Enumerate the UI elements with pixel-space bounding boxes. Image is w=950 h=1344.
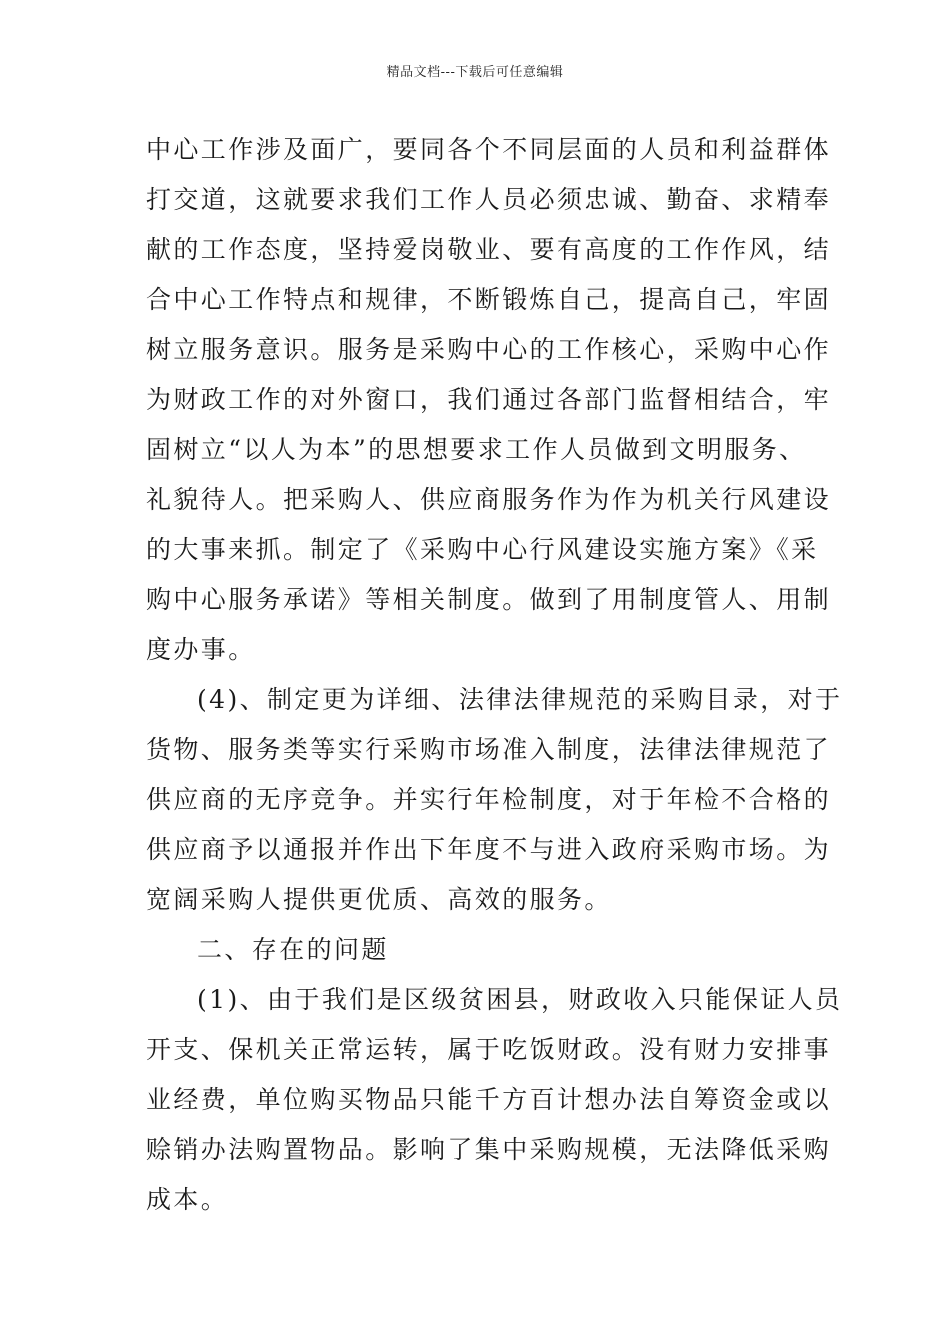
text-line: 供应商的无序竞争。并实行年检制度，对于年检不合格的 [146,785,832,814]
text-line: 开支、保机关正常运转，属于吃饭财政。没有财力安排事 [146,1035,832,1064]
text-line: 赊销办法购置物品。影响了集中采购规模，无法降低采购 [146,1135,832,1164]
text-line: 中心工作涉及面广，要同各个不同层面的人员和利益群体 [146,135,832,164]
text-line: 打交道，这就要求我们工作人员必须忠诚、勤奋、求精奉 [146,185,832,214]
text-line: 固树立“以人为本”的思想要求工作人员做到文明服务、 [146,435,807,464]
page-header: 精品文档---下载后可任意编辑 [386,65,564,80]
paragraph-start-line: (1)、由于我们是区级贫困县，财政收入只能保证人员 [197,985,843,1014]
text-line: 为财政工作的对外窗口，我们通过各部门监督相结合，牢 [146,385,832,414]
text-line: 礼貌待人。把采购人、供应商服务作为作为机关行风建设 [146,485,832,514]
text-line: 业经费，单位购买物品只能千方百计想办法自筹资金或以 [146,1085,832,1114]
text-line: 宽阔采购人提供更优质、高效的服务。 [146,885,612,914]
text-line: 购中心服务承诺》等相关制度。做到了用制度管人、用制 [146,585,832,614]
paragraph-start-line: (4)、制定更为详细、法律法律规范的采购目录，对于 [197,685,843,714]
text-line: 献的工作态度，坚持爱岗敬业、要有高度的工作作风，结 [146,235,832,264]
document-body [146,125,843,1225]
text-line: 树立服务意识。服务是采购中心的工作核心，采购中心作 [146,335,832,364]
section-heading: 二、存在的问题 [197,935,389,964]
text-line: 度办事。 [146,635,256,664]
text-line: 货物、服务类等实行采购市场准入制度，法律法律规范了 [146,735,832,764]
text-line: 的大事来抓。制定了《采购中心行风建设实施方案》《采 [146,535,819,564]
text-line: 合中心工作特点和规律，不断锻炼自己，提高自己，牢固 [146,285,832,314]
text-line: 成本。 [146,1185,229,1214]
text-line: 供应商予以通报并作出下年度不与进入政府采购市场。为 [146,835,832,864]
